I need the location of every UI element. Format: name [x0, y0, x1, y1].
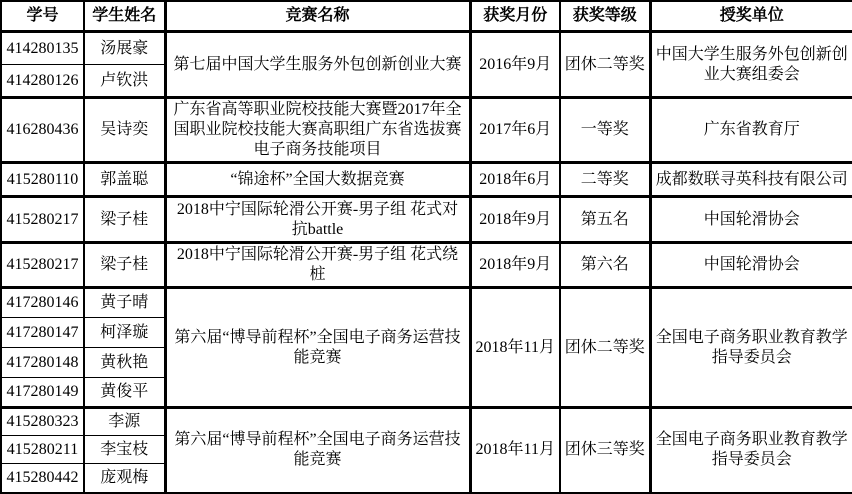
student-name-cell: 黄俊平 [84, 378, 165, 408]
student-id-cell: 415280217 [1, 197, 84, 243]
org-cell: 全国电子商务职业教育教学指导委员会 [650, 408, 852, 493]
org-cell: 成都数联寻英科技有限公司 [650, 163, 852, 197]
student-name-cell: 吴诗奕 [84, 98, 165, 163]
level-cell: 二等奖 [560, 163, 650, 197]
student-name-cell: 庞观梅 [84, 464, 165, 493]
level-cell: 团休三等奖 [560, 408, 650, 493]
student-id-cell: 414280126 [1, 65, 84, 98]
competition-cell: 2018中宁国际轮滑公开赛-男子组 花式对抗battle [165, 197, 470, 243]
competition-cell: 第六届“博导前程杯”全国电子商务运营技能竞赛 [165, 408, 470, 493]
student-name-cell: 黄子晴 [84, 288, 165, 318]
competition-cell: 2018中宁国际轮滑公开赛-男子组 花式绕桩 [165, 243, 470, 288]
header-cell-student-name: 学生姓名 [84, 1, 165, 32]
table-row [1, 197, 852, 243]
header-cell-org: 授奖单位 [650, 1, 852, 32]
table-row [1, 288, 852, 318]
table-body [1, 32, 852, 493]
student-name-cell: 李宝枝 [84, 436, 165, 464]
level-cell: 第六名 [560, 243, 650, 288]
header-cell-competition: 竞赛名称 [165, 1, 470, 32]
student-name-cell: 卢钦洪 [84, 65, 165, 98]
student-name-cell: 梁子桂 [84, 197, 165, 243]
student-id-cell: 415280110 [1, 163, 84, 197]
month-cell: 2017年6月 [470, 98, 560, 163]
month-cell: 2018年6月 [470, 163, 560, 197]
student-id-cell: 417280146 [1, 288, 84, 318]
month-cell: 2018年9月 [470, 243, 560, 288]
org-cell: 广东省教育厅 [650, 98, 852, 163]
org-cell: 中国大学生服务外包创新创业大赛组委会 [650, 32, 852, 98]
level-cell: 第五名 [560, 197, 650, 243]
competition-cell: 广东省高等职业院校技能大赛暨2017年全国职业院校技能大赛高职组广东省选拔赛电子商务技能项目 [165, 98, 470, 163]
level-cell: 团休二等奖 [560, 288, 650, 408]
header-cell-level: 获奖等级 [560, 1, 650, 32]
competition-cell: 第七届中国大学生服务外包创新创业大赛 [165, 32, 470, 98]
header-cell-student-id: 学号 [1, 1, 84, 32]
student-id-cell: 415280442 [1, 464, 84, 493]
table-row [1, 32, 852, 65]
competition-cell: 第六届“博导前程杯”全国电子商务运营技能竞赛 [165, 288, 470, 408]
student-id-cell: 414280135 [1, 32, 84, 65]
student-id-cell: 416280436 [1, 98, 84, 163]
header-cell-month: 获奖月份 [470, 1, 560, 32]
student-id-cell: 417280147 [1, 318, 84, 348]
table-row [1, 98, 852, 163]
month-cell: 2018年9月 [470, 197, 560, 243]
competition-cell: “锦途杯”全国大数据竞赛 [165, 163, 470, 197]
month-cell: 2016年9月 [470, 32, 560, 98]
month-cell: 2018年11月 [470, 408, 560, 493]
student-id-cell: 417280149 [1, 378, 84, 408]
org-cell: 全国电子商务职业教育教学指导委员会 [650, 288, 852, 408]
student-id-cell: 417280148 [1, 348, 84, 378]
table-row [1, 408, 852, 436]
table-row [1, 243, 852, 288]
student-id-cell: 415280211 [1, 436, 84, 464]
month-cell: 2018年11月 [470, 288, 560, 408]
table-header [1, 1, 852, 32]
header-row [1, 1, 852, 32]
student-name-cell: 李源 [84, 408, 165, 436]
level-cell: 一等奖 [560, 98, 650, 163]
student-name-cell: 梁子桂 [84, 243, 165, 288]
student-name-cell: 黄秋艳 [84, 348, 165, 378]
org-cell: 中国轮滑协会 [650, 243, 852, 288]
student-id-cell: 415280323 [1, 408, 84, 436]
table-row [1, 163, 852, 197]
level-cell: 团休二等奖 [560, 32, 650, 98]
student-name-cell: 汤展豪 [84, 32, 165, 65]
student-id-cell: 415280217 [1, 243, 84, 288]
student-name-cell: 郭盖聪 [84, 163, 165, 197]
org-cell: 中国轮滑协会 [650, 197, 852, 243]
student-name-cell: 柯泽璇 [84, 318, 165, 348]
